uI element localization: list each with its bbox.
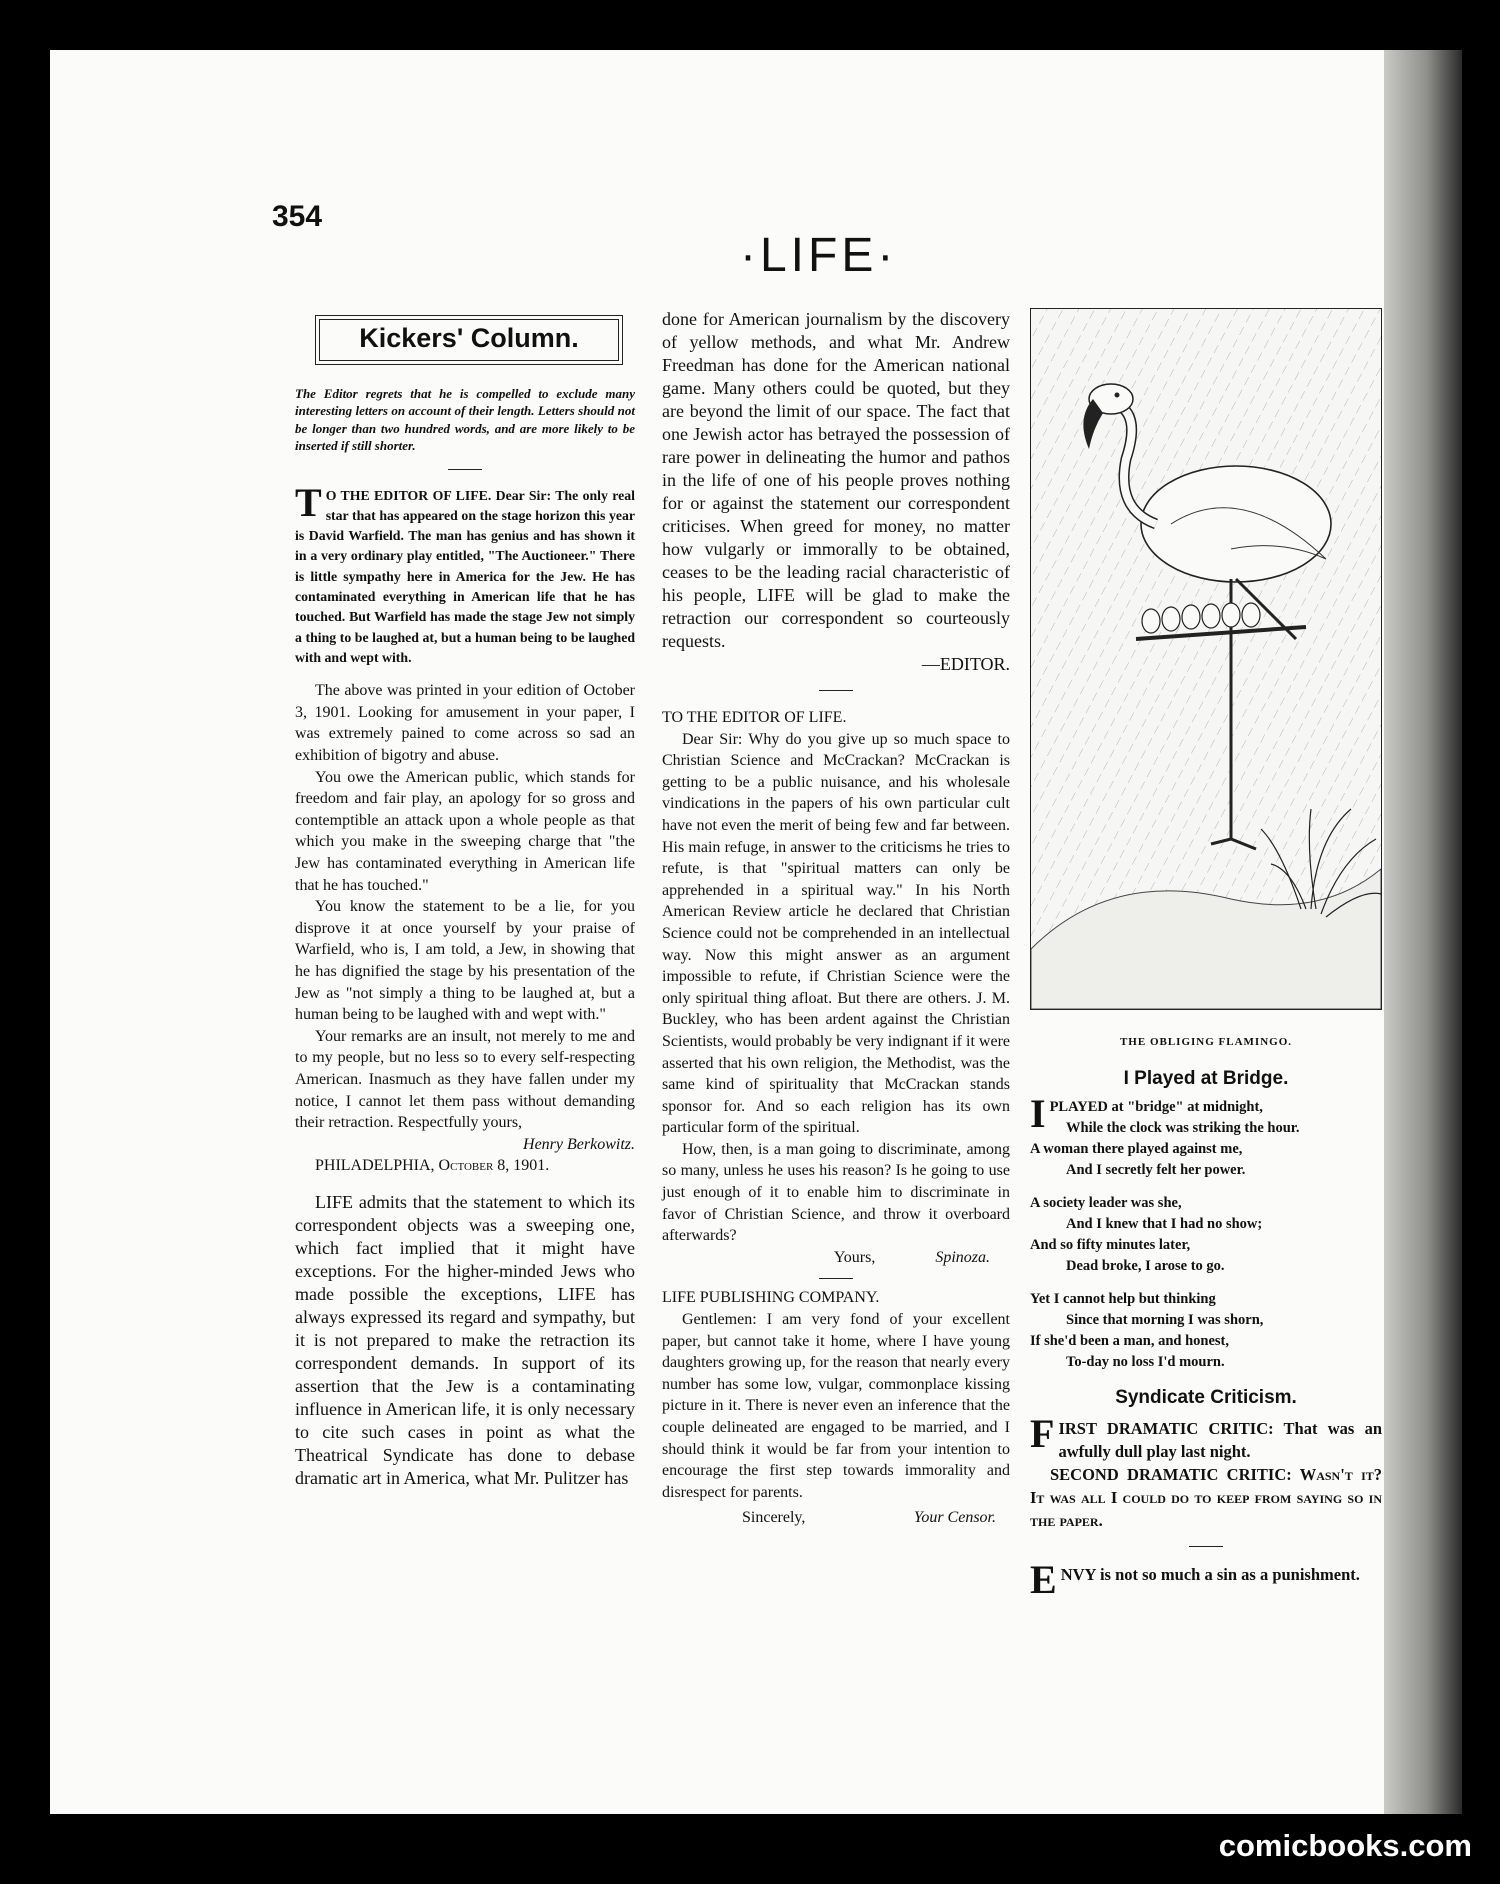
letter2-signature: Spinoza.	[935, 1248, 990, 1266]
watermark: comicbooks.com	[1218, 1828, 1472, 1863]
editor-reply-signature: —EDITOR.	[921, 654, 1010, 674]
drop-cap: I	[1030, 1091, 1046, 1137]
drop-cap: T	[295, 479, 322, 525]
letter1-signature: Henry Berkowitz.	[523, 1135, 635, 1153]
column-1	[295, 315, 635, 1490]
letter3-closing: Sincerely,	[742, 1509, 806, 1527]
drop-cap: F	[1030, 1410, 1055, 1456]
editor-reply-part1: LIFE admits that the statement to which its correspondent objects was a sweeping one, which fact implied that it might have exceptions. For the higher-minded Jews who made possible the exceptions, LIFE has always expressed its regard and sympathy, but it is not prepared to make the retraction its correspondent demands. In support of its assertion that the Jew is a contaminating influence in American life, it is only necessary to cite such cases in point as what the Theatrical Syndicate has done to debase dramatic art in America, what Mr. Pulitzer has	[295, 1191, 635, 1488]
kickers-column-title: Kickers' Column.	[319, 319, 619, 361]
flamingo-drawing	[1031, 309, 1381, 1009]
magazine-page	[50, 50, 1462, 1814]
letter1-paragraph: You know the statement to be a lie, for you disprove it at once yourself by your praise of Warfield, who is, I am told, a Jew, in showing that he has dignified the stage by his presentation of the Jew as "not simply a thing to be laughed at, but a human being to be laughed with and wept with."	[295, 898, 635, 1024]
letter3-body: Gentlemen: I am very fond of your excellent paper, but cannot take it home, where I have young daughters growing up, for the reason that nearly every number has some low, vulgar, commonplace kissing picture in it. There is never even an inference that the couple delineated are engaged to be married, and I should think it would be far from your intention to encourage the first step towards immorality and disrespect for parents.	[662, 1311, 1010, 1501]
editor-note: The Editor regrets that he is compelled to exclude many interesting letters on account of their length. Letters should not be longer than two hundred words, and are more likely to be inserted if still shorter.	[295, 385, 635, 454]
column-2	[662, 308, 1010, 1529]
letter3-salutation: LIFE PUBLISHING COMPANY.	[662, 1289, 880, 1307]
page-number: 354	[272, 200, 323, 233]
envy-epigram: ENVY is not so much a sin as a punishment.	[1030, 1556, 1360, 1602]
syndicate-line1: FIRST DRAMATIC CRITIC: That was an awfully dull play last night.	[1030, 1410, 1382, 1461]
page-edge	[1384, 50, 1462, 1814]
editor-reply-part2: done for American journalism by the discovery of yellow methods, and what Mr. Andrew Freedman has done for the American national game. Many others could be quoted, but they are beyond the limit of our space. The fact that one Jewish actor has betrayed the possession of rare power in delineating the humor and pathos in the life of one of his people proves nothing for or against the statement our correspondent criticises. When greed for money, no matter how vulgarly or immorally to be obtained, ceases to be the leading racial characteristic of his people, LIFE will be glad to make the retraction our correspondent so courteously requests.	[662, 309, 1010, 651]
syndicate-title: Syndicate Criticism.	[1115, 1387, 1297, 1409]
column-3	[1030, 308, 1382, 1602]
syndicate-line2: SECOND DRAMATIC CRITIC: Wasn't it? It was all I could do to keep from saying so in the paper.	[1030, 1464, 1382, 1530]
divider	[819, 1278, 853, 1279]
poem-stanza: IPLAYED at "bridge" at midnight, While the clock was striking the hour. A woman there played against me, And I secretly felt her power.	[1030, 1091, 1300, 1179]
illustration-caption: THE OBLIGING FLAMINGO.	[1119, 1036, 1293, 1048]
letter1-paragraph: The above was printed in your edition of October 3, 1901. Looking for amusement in your paper, I was extremely pained to come across so sad an exhibition of bigotry and abuse.	[295, 682, 635, 765]
divider	[819, 690, 853, 691]
letter1-paragraph: Your remarks are an insult, not merely to me and to my people, but no less so to every self-respecting American. Inasmuch as they have fallen under my notice, I cannot let them pass without demanding their retraction. Respectfully yours,	[295, 1027, 635, 1132]
letter2-paragraph: How, then, is a man going to discriminate, among so many, unless he uses his reason? Is he going to use just enough of it to enable him to discriminate in favor of Christian Science, and throw it overboard afterwards?	[662, 1140, 1010, 1245]
letter2-signoff	[662, 1247, 1010, 1269]
flamingo-illustration	[1030, 308, 1382, 1010]
poem-stanza: Yet I cannot help but thinking Since that morning I was shorn, If she'd been a man, and honest, To-day no loss I'd mourn.	[1030, 1291, 1264, 1371]
poem-body	[1030, 1091, 1382, 1373]
letter1-dateline: PHILADELPHIA, October 8, 1901.	[315, 1157, 550, 1175]
letter1-quoted-text: T O THE EDITOR OF LIFE. Dear Sir: The only real star that has appeared on the stage horizon this year is David Warfield. The man has genius and has shown it in a very ordinary play entitled, "The Auctioneer." There is little sympathy here in America for the Jew. He has contaminated everything in American life that he has touched. But Warfield has made the stage Jew not simply a thing to be laughed at, but a human being to be laughed with and wept with.	[295, 479, 635, 665]
divider	[1189, 1546, 1223, 1547]
poem-title: I Played at Bridge.	[1123, 1067, 1289, 1089]
letter2-paragraph: Dear Sir: Why do you give up so much space to Christian Science and McCrackan? McCrackan is getting to be a public nuisance, and his wholesale vindications in the papers of his own particular cult have not even the merit of being few and far between. His main refuge, in answer to the criticisms he tries to refute, is that "spiritual matters can only be apprehended in a spiritual way." In his North American Review article he declared that Christian Science could not be comprehended in an intellectual way. Now this might answer as an argument impossible to refute, if Christian Science were the only spiritual thing afloat. But there are others. J. M. Buckley, who has been ardent against the Christian Scientists, would probably be very indignant if it were asserted that his own religion, the Methodist, was the same kind of spirituality that McCrackan stands sponsor for. And so each religion has its own particular form of the spiritual.	[662, 730, 1010, 1137]
drop-cap: E	[1030, 1556, 1057, 1602]
divider	[448, 469, 482, 470]
kickers-column-heading-box	[315, 315, 623, 365]
letter1-paragraph: You owe the American public, which stands for freedom and fair play, an apology for so gross and contemptible an attack upon a whole people as that which you make in the sweeping charge that "the Jew has contaminated everything in American life that he has touched."	[295, 768, 635, 894]
masthead: ·LIFE·	[740, 229, 898, 282]
letter2-salutation: TO THE EDITOR OF LIFE.	[662, 709, 847, 726]
letter3-signature: Your Censor.	[913, 1509, 996, 1527]
letter2-closing: Yours,	[833, 1248, 876, 1266]
letter3-signoff	[662, 1503, 1010, 1529]
poem-stanza: A society leader was she, And I knew that I had no show; And so fifty minutes later, Dead broke, I arose to go.	[1030, 1195, 1263, 1275]
